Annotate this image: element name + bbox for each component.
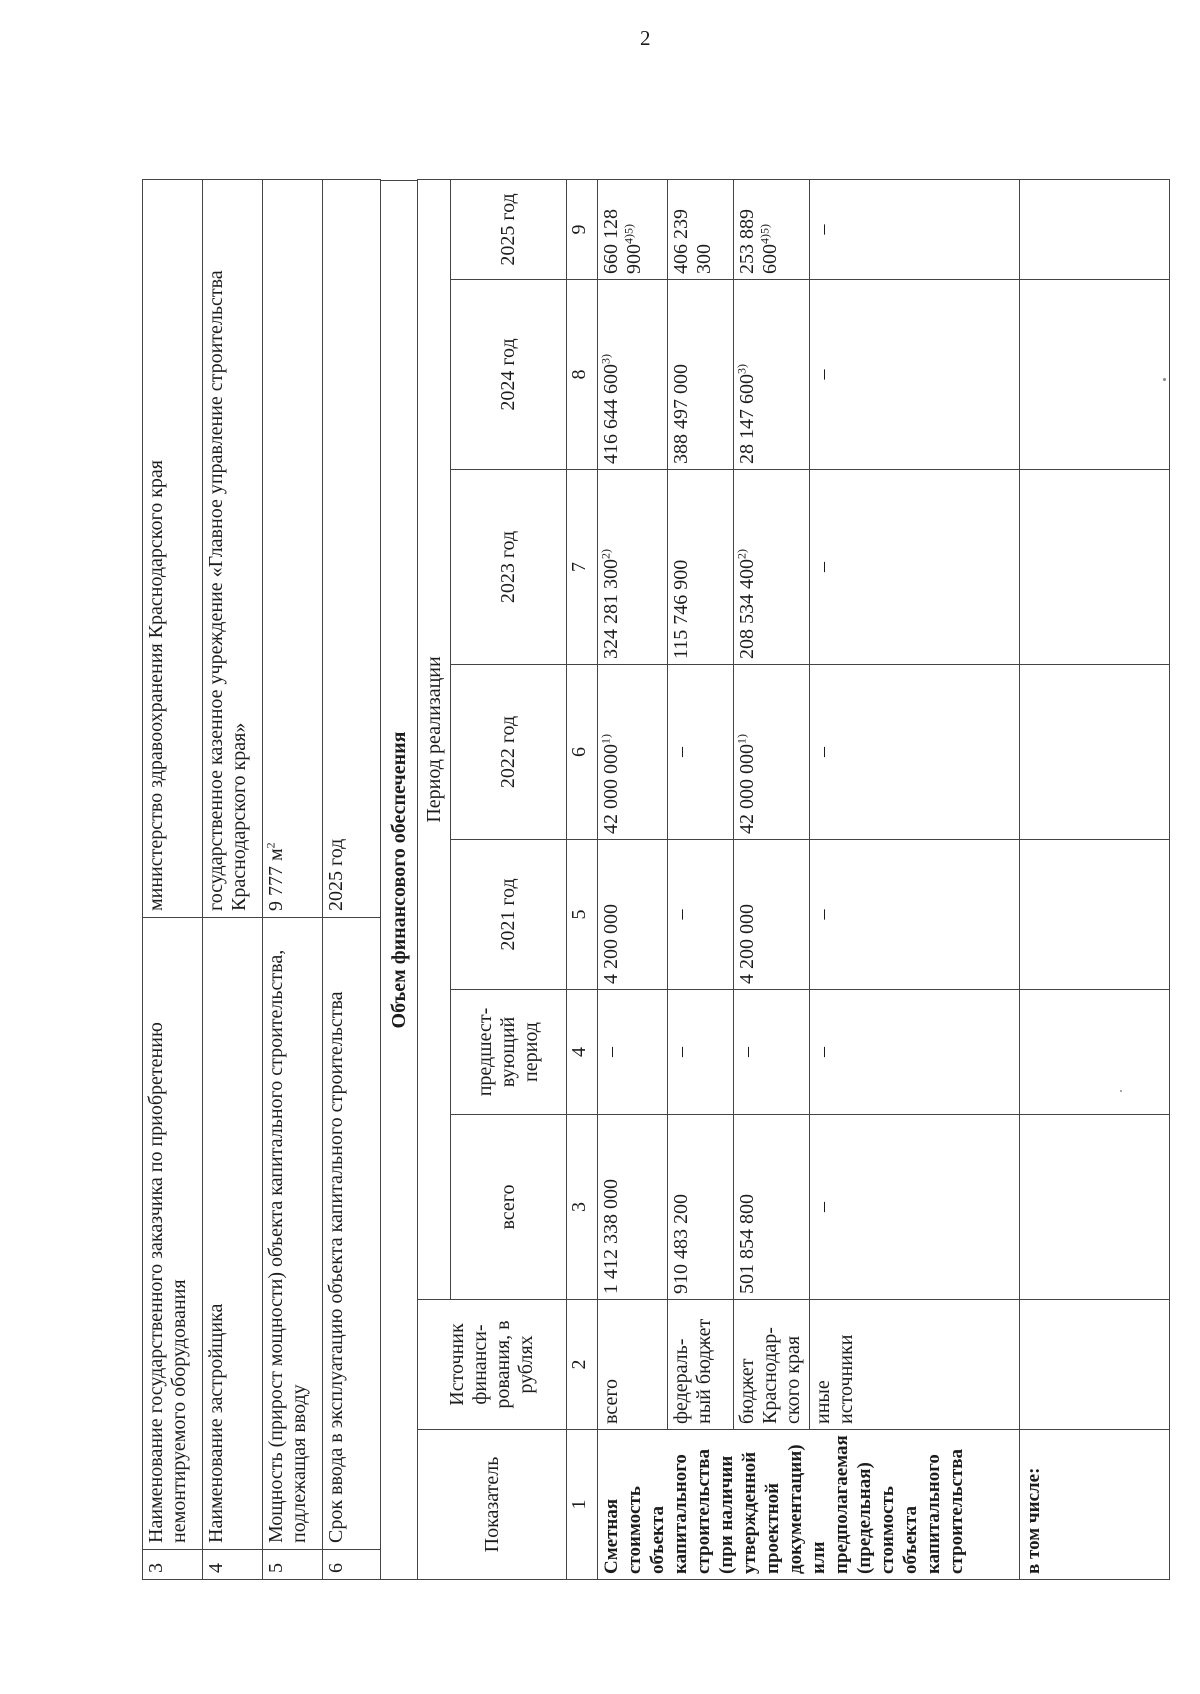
year-2023-cell	[598, 470, 668, 665]
year-2025-cell: –	[810, 179, 1020, 279]
header-year: 2022 год	[451, 665, 567, 840]
header-indicator: Показатель	[418, 1430, 567, 1580]
header-previous: предшест-вующий период	[451, 990, 567, 1115]
row-value: министерство здравоохранения Краснодарского края	[143, 180, 203, 918]
year-2025-cell	[734, 179, 810, 279]
year-2021-cell: 4 200 000	[734, 840, 810, 990]
square-superscript: 2	[263, 842, 278, 849]
amount: 42 000 000	[736, 744, 758, 834]
header-year: 2024 год	[451, 280, 567, 470]
footnote-mark: 1)	[598, 734, 613, 744]
amount: 28 147 600	[736, 374, 758, 464]
amount: 660 128 900	[600, 209, 645, 274]
info-row	[143, 180, 203, 1580]
table-row	[734, 179, 810, 1579]
column-number: 4	[567, 990, 598, 1115]
header-year: 2023 год	[451, 470, 567, 665]
year-2024-cell	[598, 280, 668, 470]
column-number: 1	[567, 1430, 598, 1580]
table-row	[1020, 179, 1170, 1579]
row-label: Наименование застройщика	[203, 918, 263, 1550]
empty-cell	[1020, 1300, 1170, 1430]
empty-cell	[1020, 280, 1170, 470]
year-2021-cell: –	[810, 840, 1020, 990]
year-2022-cell	[734, 665, 810, 840]
row-number: 4	[203, 1550, 263, 1580]
financing-table	[417, 179, 1170, 1580]
row-number: 6	[323, 1550, 381, 1580]
amount: 253 889 600	[736, 209, 781, 274]
rotated-landscape-content	[142, 180, 1062, 1580]
year-2024-cell	[734, 280, 810, 470]
column-number: 9	[567, 179, 598, 279]
total-cell: 1 412 338 000	[598, 1115, 668, 1300]
header-source: Источник финанси-рования, в рублях	[418, 1300, 567, 1430]
total-cell: 501 854 800	[734, 1115, 810, 1300]
info-row	[203, 180, 263, 1580]
amount: 324 281 300	[600, 559, 622, 659]
header-row	[418, 179, 451, 1579]
empty-cell	[1020, 840, 1170, 990]
header-total: всего	[451, 1115, 567, 1300]
page-number: 2	[640, 26, 651, 50]
previous-cell: –	[668, 990, 734, 1115]
footnote-mark: 4)5)	[757, 224, 772, 244]
year-2022-cell	[598, 665, 668, 840]
footnote-mark: 4)5)	[621, 224, 636, 244]
header-year: 2025 год	[451, 179, 567, 279]
row-value: государственное казенное учреждение «Главное управление строительства Краснодарского края»	[203, 180, 263, 918]
previous-cell: –	[810, 990, 1020, 1115]
footnote-mark: 2)	[598, 549, 613, 559]
table-row	[598, 179, 668, 1579]
year-2023-cell: 115 746 900	[668, 470, 734, 665]
previous-cell: –	[734, 990, 810, 1115]
source-cell: федераль-ный бюджет	[668, 1300, 734, 1430]
footnote-mark: 3)	[598, 354, 613, 364]
column-number: 8	[567, 280, 598, 470]
header-year: 2021 год	[451, 840, 567, 990]
empty-cell	[1020, 665, 1170, 840]
row-number: 3	[143, 1550, 203, 1580]
year-2024-cell: –	[810, 280, 1020, 470]
year-2022-cell: –	[668, 665, 734, 840]
column-number: 6	[567, 665, 598, 840]
amount: 208 534 400	[736, 559, 758, 659]
row-label: Срок ввода в эксплуатацию объекта капитального строительства	[323, 918, 381, 1550]
row-label: Наименование государственного заказчика по приобретению немонтируемого оборудования	[143, 918, 203, 1550]
indicator-label: Сметная стоимость объекта капитального строительства (при наличии утвержденной проектной документации) или предполагаемая (предельная) стоимость объекта капитального строительства	[598, 1430, 1020, 1580]
amount: 416 644 600	[600, 364, 622, 464]
footnote-mark: 2)	[734, 549, 749, 559]
year-2021-cell: –	[668, 840, 734, 990]
footnote-mark: 1)	[734, 734, 749, 744]
year-2023-cell: –	[810, 470, 1020, 665]
column-number: 5	[567, 840, 598, 990]
row-label: Мощность (прирост мощности) объекта капитального строительства, подлежащая вводу	[263, 918, 323, 1550]
column-number: 7	[567, 470, 598, 665]
total-cell: –	[810, 1115, 1020, 1300]
empty-cell	[1020, 990, 1170, 1115]
source-cell: иные источники	[810, 1300, 1020, 1430]
year-2022-cell: –	[810, 665, 1020, 840]
info-row	[323, 180, 381, 1580]
column-number: 3	[567, 1115, 598, 1300]
year-2021-cell: 4 200 000	[598, 840, 668, 990]
column-number-row	[567, 179, 598, 1579]
table-row	[668, 179, 734, 1579]
table-row	[810, 179, 1020, 1579]
empty-cell	[1020, 470, 1170, 665]
column-number: 2	[567, 1300, 598, 1430]
total-cell: 910 483 200	[668, 1115, 734, 1300]
source-cell: бюджет Краснодар-ского края	[734, 1300, 810, 1430]
footer-label: в том числе:	[1020, 1430, 1170, 1580]
year-2023-cell	[734, 470, 810, 665]
row-value	[263, 180, 323, 918]
source-cell: всего	[598, 1300, 668, 1430]
year-2025-cell: 406 239 300	[668, 179, 734, 279]
footnote-mark: 3)	[734, 364, 749, 374]
info-row	[263, 180, 323, 1580]
amount: 42 000 000	[600, 744, 622, 834]
object-info-table	[142, 179, 381, 1580]
year-2025-cell	[598, 179, 668, 279]
header-period: Период реализации	[418, 179, 451, 1299]
row-number: 5	[263, 1550, 323, 1580]
capacity-value: 9 777 м	[265, 848, 287, 911]
empty-cell	[1020, 1115, 1170, 1300]
previous-cell: –	[598, 990, 668, 1115]
year-2024-cell: 388 497 000	[668, 280, 734, 470]
section-title: Объем финансового обеспечения	[381, 180, 417, 1580]
empty-cell	[1020, 179, 1170, 279]
row-value: 2025 год	[323, 180, 381, 918]
